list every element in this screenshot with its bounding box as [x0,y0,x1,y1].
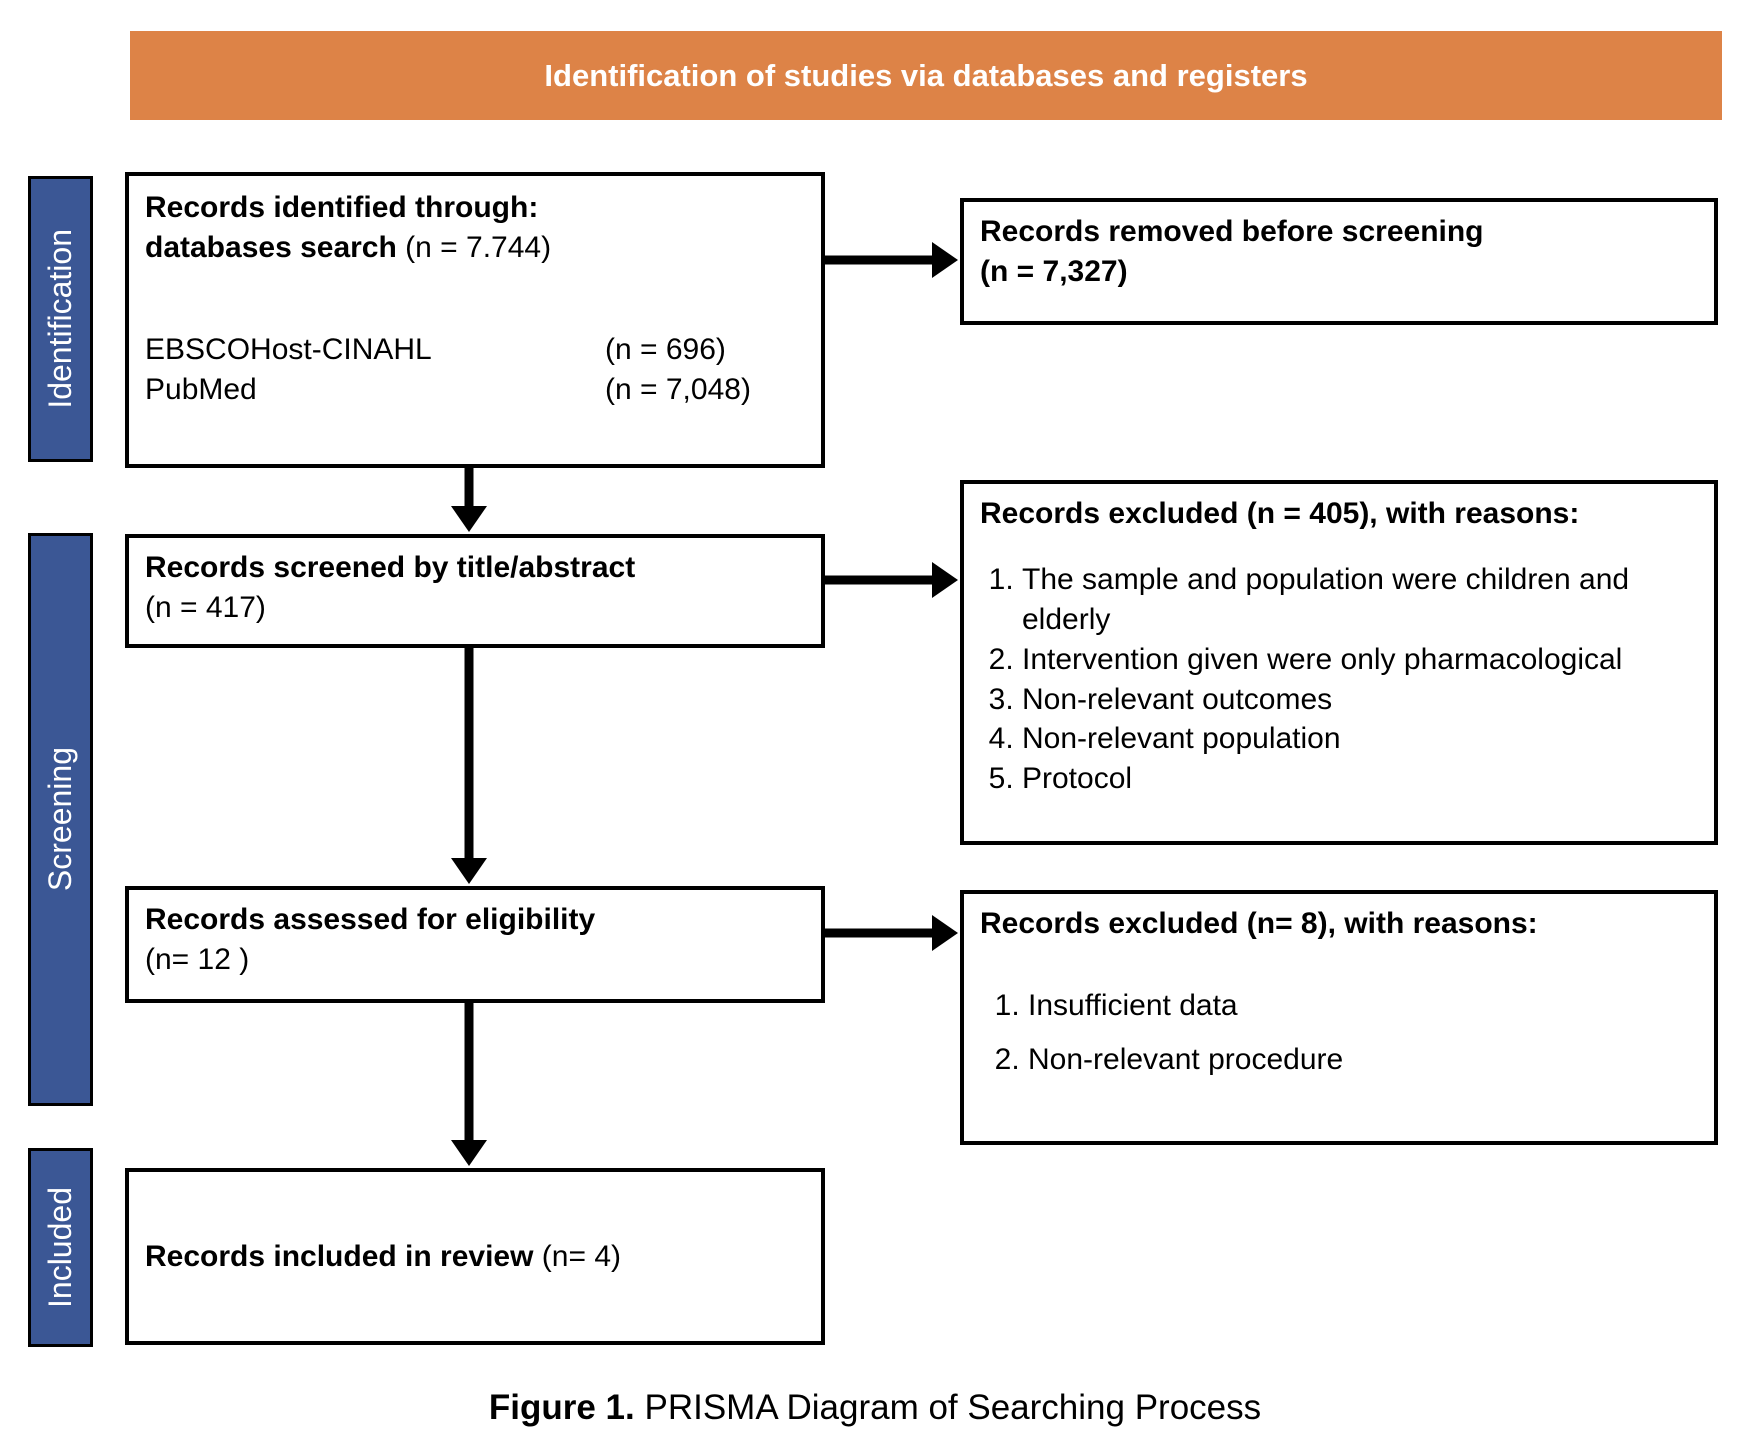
records-screened-count: (n = 417) [145,590,266,624]
exclusion-reason: 2. Non-relevant procedure [1028,1040,1698,1081]
source-name: PubMed [145,372,257,406]
records-included-line: Records included in review (n= 4) [145,1239,622,1273]
exclusion-reason-list [980,986,1698,1081]
source-name: EBSCOHost-CINAHL [145,332,432,366]
arrow-head-icon [932,915,958,951]
records-removed-title: Records removed before screening [980,215,1484,248]
arrow-head-icon [451,858,487,884]
arrow-assessed-to-included [451,1003,487,1166]
records-identified-title-line2: databases search (n = 7.744) [145,230,552,264]
arrow-shaft [825,576,938,585]
records-identified-title-line1: Records identified through: [145,191,539,224]
records-excluded-screening-title: Records excluded (n = 405), with reasons: [980,497,1580,530]
stage-label-included [28,1148,93,1347]
box-records-assessed [125,886,825,1003]
box-records-included [125,1168,825,1345]
source-row-pubmed [145,370,805,410]
exclusion-reason: 2. Intervention given were only pharmacological [1022,640,1698,680]
records-assessed-count: (n= 12 ) [145,942,250,976]
arrow-identified-to-screened [451,468,487,532]
stage-label-included-text: Included [42,1187,78,1308]
exclusion-reason: 1. The sample and population were children and elderly [1022,560,1698,640]
stage-label-screening-text: Screening [42,747,78,892]
records-excluded-eligibility-title: Records excluded (n= 8), with reasons: [980,907,1538,940]
exclusion-reason: 5. Protocol [1022,759,1698,799]
stage-label-identification [28,176,93,462]
banner-title: Identification of studies via databases and registers [544,57,1308,93]
arrow-assessed-to-excluded [825,915,958,951]
arrow-screened-to-excluded [825,562,958,598]
source-row-ebscohost [145,330,805,370]
figure-caption [0,1388,1750,1428]
records-assessed-title: Records assessed for eligibility [145,903,596,936]
arrow-shaft [465,648,474,864]
box-records-excluded-eligibility [960,890,1718,1145]
arrow-screened-to-assessed [451,648,487,884]
stage-label-screening [28,533,93,1106]
box-records-removed [960,198,1718,325]
box-records-screened [125,534,825,648]
stage-label-identification-text: Identification [42,229,78,409]
figure-caption-label: Figure 1. [488,1388,635,1427]
exclusion-reason-list [980,560,1698,799]
arrow-shaft [825,929,938,938]
figure-caption-text: PRISMA Diagram of Searching Process [644,1388,1262,1427]
records-removed-count: (n = 7,327) [980,254,1128,288]
source-count: (n = 7,048) [605,372,751,406]
arrow-head-icon [451,1140,487,1166]
exclusion-reason: 1. Insufficient data [1028,986,1698,1027]
source-count: (n = 696) [605,332,726,366]
box-records-identified [125,172,825,468]
exclusion-reason: 3. Non-relevant outcomes [1022,680,1698,720]
banner [130,31,1722,120]
records-screened-title: Records screened by title/abstract [145,551,636,584]
arrow-identified-to-removed [825,242,958,278]
arrow-head-icon [932,562,958,598]
database-source-list [145,330,805,410]
arrow-shaft [825,256,938,265]
arrow-head-icon [451,506,487,532]
arrow-head-icon [932,242,958,278]
exclusion-reason: 4. Non-relevant population [1022,719,1698,759]
box-records-excluded-screening [960,480,1718,845]
arrow-shaft [465,1003,474,1146]
